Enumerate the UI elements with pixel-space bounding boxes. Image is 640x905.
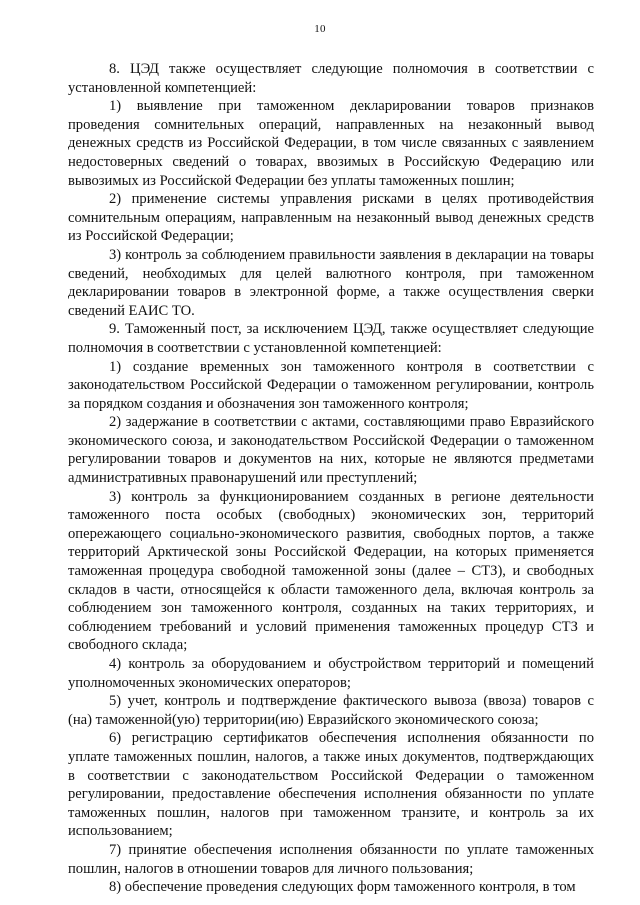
paragraph-8: 8. ЦЭД также осуществляет следующие полномочия в соответствии с установленной компетенцией: — [68, 61, 594, 96]
paragraph-9-item-8: 8) обеспечение проведения следующих форм таможенного контроля, в том — [109, 879, 576, 896]
page-number: 10 — [314, 23, 326, 35]
paragraph-8-item-1: 1) выявление при таможенном декларировании товаров признаков проведения сомнительных операций, направленных на незаконный вывод денежных средств из Российской Федерации, в том числе связанных с заявлением недостоверных сведений о товарах, ввозимых в Российскую Федерацию или вывозимых из Российской Федерации без уплаты таможенных пошлин; — [68, 98, 594, 189]
paragraph-8-item-3: 3) контроль за соблюдением правильности заявления в декларации на товары сведений, необходимых для целей валютного контроля, при таможенном декларировании товаров в электронной форме, а также осуществления сверки сведений ЕАИС ТО. — [68, 246, 594, 319]
document-body — [68, 60, 594, 897]
paragraph-9-item-1: 1) создание временных зон таможенного контроля в соответствии с законодательством Российской Федерации о таможенном регулировании, контроль за порядком создания и обозначения зон таможенного контроля; — [68, 358, 594, 412]
paragraph-9-item-7: 7) принятие обеспечения исполнения обязанности по уплате таможенных пошлин, налогов в отношении товаров для личного пользования; — [68, 841, 594, 877]
paragraph-8-item-2: 2) применение системы управления рисками в целях противодействия сомнительным операциям, направленным на незаконный вывод денежных средств из Российской Федерации; — [68, 191, 594, 245]
paragraph-9-item-3: 3) контроль за функционированием созданных в регионе деятельности таможенного поста особых (свободных) экономических зон, территорий опережающего социально-экономического развития, свободных портов, а также территорий Арктической зоны Российской Федерации, на которых применяется таможенная процедура свободной таможенной зоны (далее – СТЗ), и свободных складов в части, относящейся к области таможенного дела, включая контроль за соблюдением зон таможенного контроля, созданных на таких территориях, и соблюдением требований и условий применения таможенных процедур СТЗ и свободного склада; — [68, 488, 594, 654]
paragraph-9: 9. Таможенный пост, за исключением ЦЭД, также осуществляет следующие полномочия в соответствии с установленной компетенцией: — [68, 321, 594, 356]
paragraph-9-item-6: 6) регистрацию сертификатов обеспечения исполнения обязанности по уплате таможенных пошлин, налогов, а также иных документов, подтверждающих в соответствии с законодательством Российской Федерации о таможенном регулировании, предоставление обеспечения исполнения обязанности по уплате таможенных пошлин, налогов при таможенном транзите, и контроль за их использованием; — [68, 730, 594, 840]
paragraph-9-item-4: 4) контроль за оборудованием и обустройством территорий и помещений уполномоченных экономических операторов; — [68, 656, 594, 691]
paragraph-9-item-5: 5) учет, контроль и подтверждение фактического вывоза (ввоза) товаров с (на) таможенной(ую) территории(ию) Евразийского экономического союза; — [68, 693, 594, 728]
paragraph-9-item-2: 2) задержание в соответствии с актами, составляющими право Евразийского экономического союза, и законодательством Российской Федерации о таможенном регулировании товаров и документов на них, которые не являются предметами административных правонарушений или преступлений; — [68, 414, 594, 487]
